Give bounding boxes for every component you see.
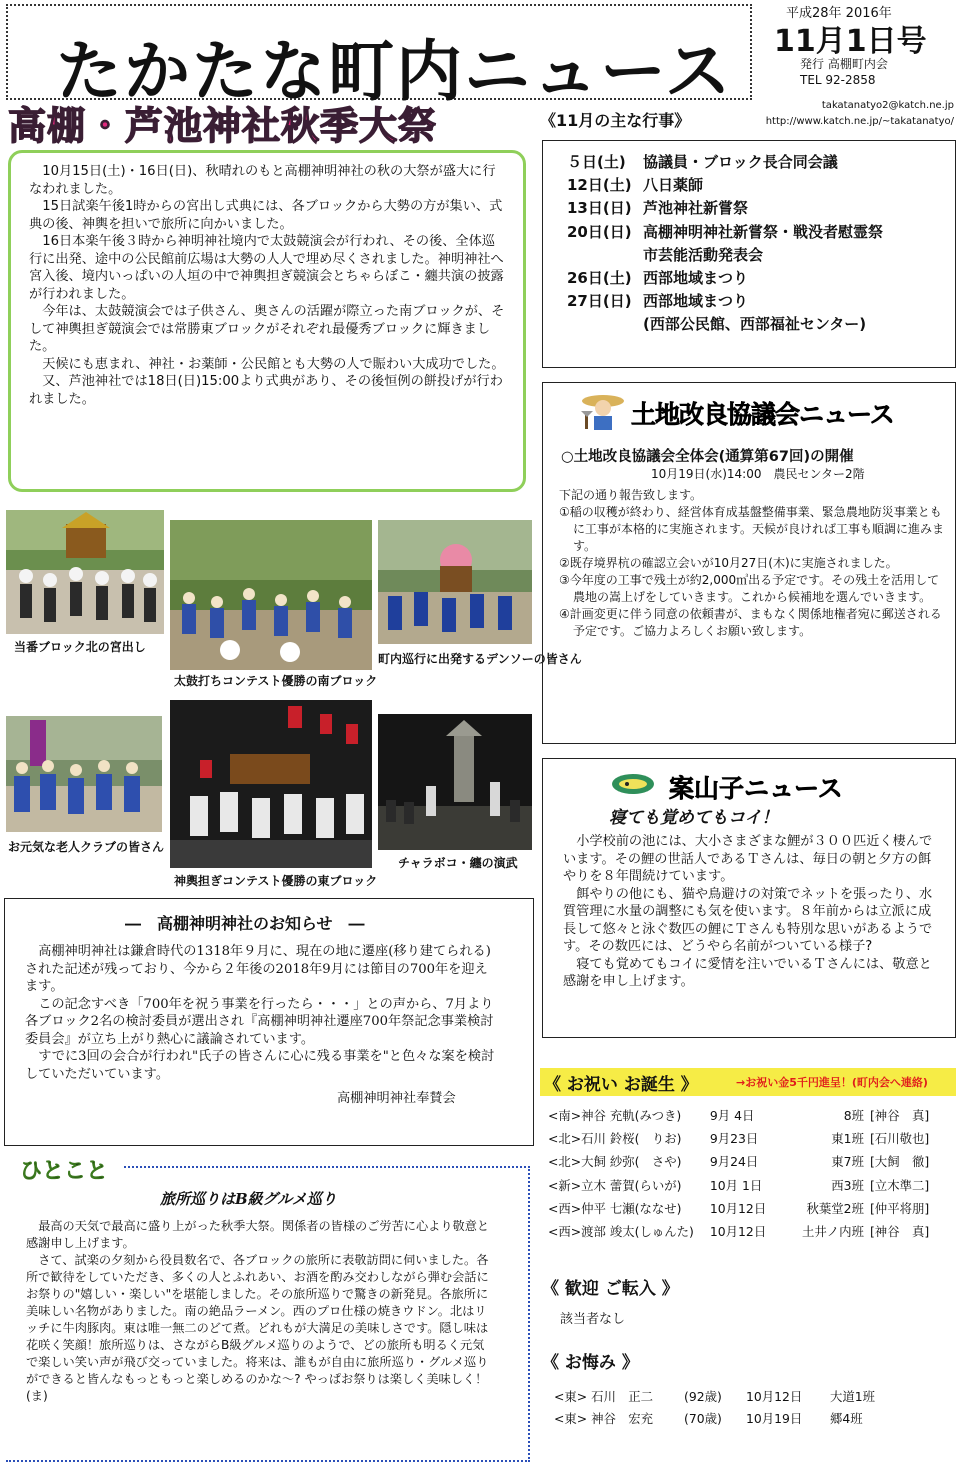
list-item (548, 1104, 948, 1127)
list-item (554, 1408, 875, 1430)
event-text: (西部公民館、西部福祉センター) (643, 315, 867, 334)
fish-icon (611, 773, 655, 795)
event-row (567, 267, 955, 290)
scarecrow-paragraph: 小学校前の池には、大小さまざまな鯉が３００匹近く棲んでいます。その鯉の世話人であるＴさんは、毎日の朝と夕方の餌やりを８年間続けています。 (563, 834, 933, 884)
birth-date: 10月12日 (709, 1200, 767, 1216)
baby-name: <新>立木 蕾賀(らいが) (548, 1177, 682, 1193)
baby-name: <西>渡部 竣太(しゅんた) (548, 1224, 694, 1240)
photo-north-block (6, 510, 164, 634)
issue-block (760, 2, 956, 92)
column-paragraph: 最高の天気で最高に盛り上がった秋季大祭。関係者の皆様のご労苦に心より敬意と感謝申し上げます。 (26, 1219, 490, 1250)
column-border (124, 1166, 530, 1168)
list-item (548, 1174, 948, 1197)
celebrations-note: →お祝い金5千円進呈！(町内会へ連絡) (736, 1076, 928, 1089)
birth-date: 9月 4日 (709, 1108, 755, 1123)
event-row (567, 221, 955, 244)
group: 土井ノ内班 (802, 1224, 864, 1240)
shrine-paragraph: この記念すべき「700年を祝う事業を行ったら・・・」との声から、7月より各ブロック2名の検討委員が選出され『高棚神明神社遷座700年祭記念事業検討委員会』が立ち上がり熱心に議論されています。 (25, 996, 494, 1047)
shrine-notice (4, 898, 534, 1146)
photo-caption: お元気な老人クラブの皆さん (8, 840, 165, 854)
event-date (567, 244, 643, 267)
birth-date: 9月24日 (709, 1154, 759, 1170)
scarecrow-paragraph: 寝ても覚めてもコイに愛情を注いでいるＴさんには、敬意と感謝を申し上げます。 (563, 956, 932, 989)
column-box (6, 1159, 530, 1462)
birth-date: 9月23日 (709, 1131, 759, 1147)
group: 大道1班 (830, 1389, 876, 1404)
issue-era: 平成28年 2016年 (786, 6, 892, 21)
land-item: ①稲の収穫が終わり、経営体育成基盤整備事業、緊急農地防災事業ともに工事が本格的に実施されます。天候が良ければ工事も順調に進みます。 (559, 505, 945, 553)
issue-date: 11月1日号 (774, 24, 927, 59)
event-date: 26日(土) (567, 269, 632, 288)
event-row (567, 290, 955, 313)
photo-caption: 当番ブロック北の宮出し (14, 640, 146, 654)
contact-info (726, 98, 954, 130)
land-intro: 下記の通り報告致します。 (559, 488, 703, 502)
scarecrow-title: 案山子ニュース (669, 774, 843, 803)
parent: [神谷 真] (869, 1224, 930, 1240)
event-date: 12日(土) (567, 176, 632, 195)
event-text: 西部地域まつり (643, 292, 749, 311)
photo-caption: 神輿担ぎコンテスト優勝の東ブロック (174, 874, 378, 888)
birth-date: 10月 1日 (709, 1177, 763, 1193)
land-meeting-time: 10月19日(水)14:00 農民センター2階 (651, 467, 865, 481)
deceased-age: (70歳) (684, 1411, 722, 1426)
celebrations-heading: 《 お祝い お誕生 》 (544, 1075, 698, 1095)
column-body (26, 1218, 496, 1405)
festival-paragraph: 15日試楽午後1時からの宮出し式典には、各ブロックから大勢の方が集い、式典の後、神輿を担いで旅所に向かいました。 (29, 199, 503, 232)
event-text: 市芸能活動発表会 (643, 245, 764, 264)
group: 秋葉堂2班 (806, 1200, 864, 1216)
parent: [大飼 徹] (869, 1154, 930, 1170)
column-title: 旅所巡りはB級グルメ巡り (160, 1190, 337, 1208)
event-row (567, 197, 955, 220)
group: 郷4班 (830, 1411, 863, 1426)
land-news-title: 土地改良協議会ニュース (631, 400, 894, 429)
welcome-text: 該当者なし (560, 1312, 626, 1327)
deceased-name: <東> 神谷 宏充 (554, 1411, 654, 1426)
death-date: 10月19日 (746, 1411, 803, 1426)
baby-name: <北>大飼 紗弥( さや) (548, 1154, 682, 1170)
festival-paragraph: 16日本楽午後３時から神明神社境内で太鼓競演会が行われ、その後、全体巡行に出発、途中の公民館前広場は大勢の人人で埋め尽くされました。神明神社へ宮入後、境内いっぱいの人垣の中で神輿担ぎ競演会とちゃらぼこ・纏共演の披露が行われました。 (29, 234, 504, 302)
land-news-body (559, 487, 949, 640)
farmer-icon (581, 391, 625, 431)
photo-denso-team (378, 520, 532, 644)
list-item (548, 1127, 948, 1150)
group: 東7班 (831, 1154, 864, 1170)
festival-headline: 高棚・芦池神社秋季大祭 (8, 104, 438, 148)
deceased-name: <東> 石川 正二 (554, 1389, 654, 1404)
event-date (567, 313, 643, 336)
list-item (548, 1197, 948, 1220)
land-item: ②既存境界杭の確認立会いが10月27日(木)に実施されました。 (559, 556, 898, 570)
event-text: 芦池神社新嘗祭 (643, 199, 749, 218)
parent: [石川敬也] (869, 1131, 930, 1147)
event-row (567, 174, 955, 197)
event-date: 13日(日) (567, 199, 632, 218)
celebrations-heading-band (540, 1068, 956, 1096)
photo-elderly-club (6, 716, 162, 832)
photo-caption: 太鼓打ちコンテスト優勝の南ブロック (174, 674, 378, 688)
events-heading: 《11月の主な行事》 (540, 111, 691, 130)
list-item (548, 1150, 948, 1173)
festival-article (8, 150, 526, 492)
masthead (6, 4, 752, 110)
publisher-info (800, 56, 888, 88)
baby-name: <南>神谷 充軌(みつき) (548, 1108, 682, 1123)
photo-east-block (170, 700, 372, 868)
event-date: 27日(日) (567, 292, 632, 311)
photo-charaboko (378, 714, 532, 850)
land-news-subtitle: ○土地改良協議会全体会(通算第67回)の開催 (561, 449, 854, 465)
scarecrow-news (542, 758, 956, 1038)
masthead-title: たかたな町内ニュース (56, 33, 733, 110)
deceased-age: (92歳) (684, 1389, 722, 1404)
scarecrow-subtitle: 寝ても覚めてもコイ！ (609, 808, 779, 828)
baby-name: <西>仲平 七瀬(ななせ) (548, 1200, 682, 1216)
festival-paragraph: 天候にも恵まれ、神社・お薬師・公民館とも大勢の人で賑わい大成功でした。 (42, 356, 505, 372)
condolences-list (554, 1386, 875, 1430)
event-row (567, 151, 955, 174)
website-url[interactable]: http://www.katch.ne.jp/~takatanatyo/ (765, 116, 954, 127)
events-list (542, 140, 956, 368)
shrine-paragraph: 高棚神明神社は鎌倉時代の1318年９月に、現在の地に遷座(移り建てられる)された記述が残っており、今から２年後の2018年9月には節目の700年を迎えます。 (25, 944, 491, 994)
column-paragraph: さて、試楽の夕刻から役員数名で、各ブロックの旅所に表敬訪問に伺いました。各所で歓待をしていただき、多くの人とふれあい、お酒を酌み交わしながら弾む会話にお祭りの"嬉しい・楽しい"を堪能しました。その旅所巡りで驚きの新発見。各旅所に美味しい名物がありました。南の絶品ラーメン。西のプロ仕様の焼きウドン。北はリッチに牛肉豚肉。東は唯一無二のどて煮。どれもが大満足の美味しさです。隠し味は花咲く笑顔！旅所巡りは、さながらB級グルメ巡りのようで、どの旅所も明るく元気で楽しい笑い声が飛び交っていました。将来は、誰もが自由に旅所巡り・グルメ巡りができると皆んなもっともっと楽しめるのかな～? やっぱお祭りは楽しく美味しく！(ま) (26, 1253, 489, 1403)
parent: [仲平将朋] (869, 1200, 930, 1216)
shrine-body (25, 943, 495, 1083)
event-text: 協議員・ブロック長合同会議 (643, 153, 838, 171)
column-label: ひとこと (20, 1159, 109, 1184)
event-text: 八日薬師 (643, 176, 704, 195)
event-date: 20日(日) (567, 222, 632, 241)
telephone: TEL 92-2858 (800, 73, 876, 87)
land-item: ③今年度の工事で残土が約2,000㎥出る予定です。その残土を活用して農地の嵩上げをしていきます。これから候補地を選んでいきます。 (559, 573, 940, 604)
shrine-signature: 高棚神明神社奉賛会 (337, 1091, 456, 1106)
festival-paragraph: 10月15日(土)・16日(日)、秋晴れのもと高棚神明神社の秋の大祭が盛大に行なわれました。 (29, 164, 496, 197)
photo-caption: チャラボコ・纏の演武 (398, 856, 518, 870)
list-item (548, 1220, 948, 1243)
event-text: 西部地域まつり (643, 269, 749, 288)
land-item: ④計画変更に伴う同意の依頼書が、まもなく関係地権者宛に郵送される予定です。ご協力よろしくお願い致します。 (559, 607, 942, 638)
publisher: 発行 高棚町内会 (800, 57, 888, 71)
land-improvement-news (542, 382, 956, 744)
festival-paragraph: 今年は、太鼓競演会では子供さん、奥さんの活躍が際立った南ブロックが、そして神輿担ぎ競演会では常勝東ブロックがそれぞれ最優秀ブロックに輝きました。 (29, 304, 505, 354)
scarecrow-paragraph: 餌やりの他にも、猫や鳥避けの対策でネットを張ったり、水質管理に水量の調整にも気を使います。８年前からは立派に成長して悠々と泳ぐ数匹の鯉にＴさんも特別な思いがあるようです。その数匹には、どうやら名前がついている様子? (563, 886, 933, 954)
group: 8班 (843, 1108, 864, 1123)
welcome-heading: 《 歓迎 ご転入 》 (542, 1279, 679, 1299)
celebrations-list (548, 1104, 948, 1243)
group: 西3班 (831, 1177, 864, 1193)
shrine-paragraph: すでに3回の会合が行われ"氏子の皆さんに心に残る事業を"と色々な案を検討していただいています。 (25, 1049, 495, 1082)
photo-south-block (170, 520, 372, 670)
photo-caption: 町内巡行に出発するデンソーの皆さん (378, 652, 582, 666)
event-date: ５日(土) (567, 153, 626, 171)
group: 東1班 (831, 1131, 864, 1147)
condolences-heading: 《 お悔み 》 (542, 1353, 639, 1373)
birth-date: 10月12日 (709, 1224, 767, 1240)
festival-paragraph: 又、芦池神社では18日(日)15:00より式典があり、その後恒例の餅投げが行われました。 (29, 374, 503, 407)
baby-name: <北>石川 鈴桜( りお) (548, 1131, 682, 1147)
event-row (567, 244, 955, 267)
scarecrow-body (563, 833, 939, 991)
death-date: 10月12日 (746, 1389, 803, 1404)
list-item (554, 1386, 875, 1408)
email[interactable]: takatanatyo2@katch.ne.jp (821, 100, 954, 111)
shrine-title: ― 高棚神明神社のお知らせ ― (125, 914, 365, 933)
event-row (567, 313, 955, 336)
event-text: 高棚神明神社新嘗祭・戦没者慰霊祭 (643, 222, 884, 241)
parent: [立木準二] (869, 1177, 930, 1193)
parent: [神谷 真] (869, 1108, 930, 1123)
